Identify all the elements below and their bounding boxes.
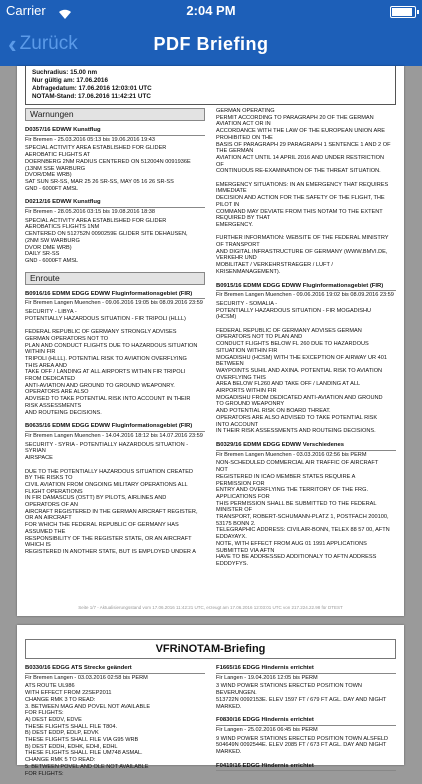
notam-validity: Fir Langen - 19.04.2016 12:05 bis PERM: [216, 674, 318, 681]
search-radius: Suchradius: 15.00 nm: [32, 69, 98, 76]
notam-text-line: AIRCRAFT REGISTERED IN THE GERMAN AIRCRAFT REGISTER,: [25, 508, 198, 515]
notam-text-line: FEDERAL REPUBLIC OF GERMANY ADVISES GERMAN: [216, 327, 362, 334]
notam-text-line: FOR FLIGHTS:: [25, 770, 64, 777]
notam-text-line: ATS ROUTE UL986: [25, 683, 75, 690]
battery-icon: [390, 6, 416, 18]
notam-text-line: DVOR/DME WRB): [25, 172, 72, 179]
notam-text-line: NOTE, WITH EFFECT FROM AUG 01 1991 APPLICATIONS: [216, 540, 367, 547]
notam-text-line: (HCSM): [216, 314, 237, 321]
notam-text-line: AIRSPACE: [25, 455, 53, 462]
notam-text-line: ENTRY AND OVERFLYING THE TERRITORY OF THE FRG.: [216, 487, 368, 494]
notam-text-line: THESE FLIGHTS SHALL FILE VIA G95 WRB: [25, 737, 139, 744]
notam-text-line: 513722N 0092153E. ELEV 1597 FT / 679 FT AGL. DAY AND NIGHT: [216, 696, 387, 703]
notam-text-line: INTO ACCOUNT: [216, 421, 259, 428]
notam-title: B0635/16 EDMM EDGG EDWW Fluginformationsgebiet (FIR): [25, 423, 205, 432]
notam-text-line: 3 WIND POWER STATIONS ERECTED POSITION TOWN: [216, 683, 362, 690]
notam-validity: Fir Langen - 25.02.2016 06:45 bis PERM: [216, 726, 318, 733]
notam-text-line: TRANSPORT, ROBERT-SCHUMANN-PLATZ 1, POSTFACH 200100,: [216, 514, 389, 521]
notam-text-line: PERMISSION FOR: [216, 480, 265, 487]
notam-text-line: MARKED.: [216, 749, 242, 756]
notam-text-line: EDDAYAYX.: [216, 534, 247, 541]
notam-text-line: CONDUCT FLIGHTS BELOW FL 260 DUE TO HAZARDOUS: [216, 341, 369, 348]
notam-text-line: DUE TO THE POTENTIALLY HAZARDOUS SITUATION CREATED: [25, 468, 194, 475]
notam-text-line: GND - 6000FT AMSL: [25, 257, 79, 264]
notam-text-line: RESPONSIBILITY OF THE REGISTER STATE, OR AN AIRCRAFT: [25, 535, 192, 542]
notam-text-line: REGISTERED IN ICAO MEMBER STATES REQUIRE A: [216, 473, 356, 480]
notam-text-line: PLAN AND CONDUCT FLIGHTS DUE TO HAZARDOUS SITUATION: [25, 342, 198, 349]
notam-text-line: OVERFLYING THIS: [216, 374, 266, 381]
page2-columns: [25, 665, 396, 777]
notam-text-line: ADVISED TO TAKE POTENTIAL RISK INTO ACCOUNT IN THEIR: [25, 396, 191, 403]
notam-text-line: (2NM SW WARBURG: [25, 237, 80, 244]
notam-title: F1665/16 EDGG Hindernis errichtet: [216, 665, 396, 674]
notam-text-line: [216, 175, 396, 182]
notam-entry: [216, 442, 396, 568]
notam-text-line: GND - 6000FT AMSL: [25, 185, 79, 192]
notam-validity: Fir Bremen - 25.03.2016 05:13 bis 19.06.2016 19:43: [25, 136, 155, 143]
notam-text-line: THIS PERMISSION SHALL BE SUBMITTED TO THE FEDERAL: [216, 500, 377, 507]
notam-text-line: OPERATORS OF AN: [25, 502, 78, 509]
notam-text-line: DOERNBERG 2NM RADIUS CENTERED ON 512004N 0091936E: [25, 158, 191, 165]
notam-title: B0330/16 EDGG ATS Strecke geändert: [25, 665, 205, 674]
notam-text-line: OF: [216, 161, 224, 168]
notam-text-line: TAKE OFF / LANDING AT ALL AIRPORTS WITHIN FIR TRIPOLI: [25, 369, 186, 376]
notam-text-line: SPECIAL ACTIVITY AREA ESTABLISHED FOR GLIDER: [25, 145, 167, 152]
query-info-box: [25, 66, 396, 105]
notam-text-line: 504649N 0092544E. ELEV 2085 FT / 673 FT AGL. DAY AND NIGHT: [216, 742, 387, 749]
notam-status: NOTAM-Stand: 17.06.2016 11:42:21 UTC: [32, 93, 151, 100]
chevron-left-icon: ‹: [8, 29, 17, 59]
notam-text-line: EMERGENCY.: [216, 221, 253, 228]
notam-text-line: MOBILITAET / VERKEHRSTRAEGER / LUFT /: [216, 262, 333, 269]
notam-text-line: WAYPOINTS SUHIL AND AXINA. POTENTIAL RISK TO AVIATION: [216, 367, 383, 374]
status-bar: [0, 0, 422, 22]
notam-validity: Fir Bremen Langen Muenchen - 09.06.2016 19:02 bis 08.09.2016 23:59: [216, 292, 394, 299]
notam-text-line: KRISENMANAGEMENT).: [216, 268, 281, 275]
notam-text-line: AREA BELOW FL260 AND TAKE OFF / LANDING AT ALL: [216, 381, 361, 388]
notam-title: D0212/16 EDWW Kunstflug: [25, 199, 205, 208]
notam-text-line: SITUATION WITHIN FIR: [216, 347, 278, 354]
right-column: [216, 108, 396, 575]
notam-text-line: SUBMITTED VIA AFTN: [216, 547, 275, 554]
notam-text-line: EDDDYFYS.: [216, 560, 249, 567]
right-entries: [216, 283, 396, 568]
notam-text-line: EMERGENCY SITUATIONS: IN AN EMERGENCY THAT REQUIRES: [216, 181, 389, 188]
notam-text-line: PROHIBITED ON THE: [216, 134, 273, 141]
section-header-warnungen: Warnungen: [25, 108, 205, 121]
notam-text-line: FOR WHICH THE FEDERAL REPUBLIC OF GERMANY HAS: [25, 522, 179, 529]
notam-title: B0329/16 EDMM EDGG EDWW Verschiedenes: [216, 442, 396, 451]
notam-text-line: DAILY SR-SS: [25, 251, 60, 258]
notam-text-line: CONTINUOUS RE-EXAMINATION OF THE THREAT SITUATION.: [216, 168, 381, 175]
notam-text-line: MARKED.: [216, 703, 242, 710]
notam-text-line: NOT: [216, 467, 228, 474]
notam-title: F0830/16 EDGG Hindernis errichtet: [216, 717, 396, 726]
notam-text-line: MINISTER OF: [216, 507, 253, 514]
notam-text-line: ACCORDANCE WITH THE LAW OF THE EUROPEAN UNION ARE: [216, 128, 385, 135]
page-footer: Seite 1/7 - Aktualisierungsstand vom 17.06.2016 11:42:21 UTC, erzeugt am 17.06.2016 12:03:01 UTC von 217.224.22.98 für DTEST: [78, 605, 343, 610]
notam-text-line: HAVE TO BE ADDRESSED ADDITIONALY TO AFTN ADDRESS: [216, 554, 377, 561]
enroute-entries: [25, 291, 205, 556]
notam-text-line: B) DEST EDDP, EDLP, EDVK: [25, 730, 99, 737]
notam-text-line: THIS AREA AND: [25, 362, 67, 369]
notam-text-line: AVIATION ACT UNTIL 14 APRIL 2016 AND UNDER RESTRICTION: [216, 154, 385, 161]
notam-validity: Fir Bremen Langen Muenchen - 03.03.2016 02:56 bis PERM: [216, 451, 367, 458]
notam-text-line: OR AN AIRCRAFT: [25, 515, 72, 522]
notam-text-line: COMMAND MAY DEVIATE FROM THIS NOTAM TO THE EXTENT: [216, 208, 383, 215]
notam-text-line: PILOT IN: [216, 201, 240, 208]
notam-text-line: SPECIAL ACTIVITY AREA ESTABLISHED FOR GLIDER: [25, 217, 167, 224]
notam-text-line: REGISTERED IN ANOTHER STATE, BUT IS EMPLOYED UNDER A: [25, 548, 196, 555]
notam-entry: [25, 423, 205, 555]
notam-text-line: FOR FLIGHTS:: [25, 710, 64, 717]
notam-entry: [25, 291, 205, 417]
valid-date: Nur gültig am: 17.06.2016: [32, 77, 108, 84]
notam-text-line: WITH EFFECT FROM 22SEP2011: [25, 690, 112, 697]
notam-text-line: AEROBATICS FLIGHTS 1NM: [25, 224, 100, 231]
notam-validity: Fir Bremen Langen Muenchen - 14.04.2016 18:12 bis 14.07.2016 23:59: [25, 433, 203, 439]
notam-text-line: THESE FLIGHTS SHALL FILE T804.: [25, 723, 118, 730]
notam-entry: [25, 127, 205, 192]
notam-text-line: BEVERUNGEN.: [216, 690, 257, 697]
pdf-viewer[interactable]: [0, 66, 422, 777]
notam-text-line: A) DEST EDDV, EDVE: [25, 716, 82, 723]
notam-text-line: FEDERAL REPUBLIC OF GERMANY STRONGLY ADVISES: [25, 329, 177, 336]
notam-text-line: VERKEHR UND: [216, 255, 257, 262]
briefing-title: VFRiNOTAM-Briefing: [25, 639, 396, 659]
notam-text-line: TELEGRAPHIC ADDRESS: CIVILAIR-BONN, TELEX 88 57 00, AFTN: [216, 527, 390, 534]
notam-text-line: NON-SCHEDULED COMMERCIAL AIR TRAFFIC OF AIRCRAFT: [216, 460, 379, 467]
notam-text-line: (13NM SSE WARBURG: [25, 165, 86, 172]
notam-text-line: DVOR DME WRB): [25, 244, 72, 251]
notam-text-line: POTENTIALLY HAZARDOUS SITUATION - FIR TRIPOLI (HLLL): [25, 315, 186, 322]
notam-text-line: WITHIN FIR: [25, 349, 56, 356]
notam-text-line: 3. BETWEEN MAG AND POVEL NOT AVAILABLE: [25, 703, 151, 710]
notam-text-line: CIVIL AVIATION FROM ONGOING MILITARY OPERATIONS ALL: [25, 481, 188, 488]
notam-text-line: OPERATORS ARE ALSO ADVISED TO TAKE POTENTIAL RISK: [216, 414, 378, 421]
notam-validity: Fir Bremen Langen Muenchen - 09.06.2016 19:05 bis 08.09.2016 23:59: [25, 300, 203, 307]
notam-text-line: MOGADISHU (HCSM) WITH THE EXCEPTION OF AIRWAY UR 401: [216, 354, 387, 361]
notam-text-line: CHANGE RMK 3 TO READ:: [25, 696, 96, 703]
notam-text-line: PERMIT ACCORDING TO PARAGRAPH 20 OF THE GERMAN: [216, 114, 374, 121]
notam-text-line: BETWEEN: [216, 361, 244, 368]
notam-text-line: IN THEIR RISK ASSESSMENTS AND ROUTEING DECISIONS.: [216, 428, 376, 435]
back-button-label: Zurück: [19, 33, 78, 54]
notam-text-line: OPERATORS ARE ALSO: [25, 389, 89, 396]
page2-right-column: [216, 665, 396, 778]
notam-text-line: SECURITY - LIBYA -: [25, 309, 77, 316]
notam-text-line: BASIS OF PARAGRAPH 29 PARAGRAPH 1 SENTENCE 1 AND 2 OF: [216, 141, 391, 148]
notam-text-line: FURTHER INFORMATION: WEBSITE OF THE FEDERAL MINISTRY: [216, 235, 389, 242]
notam-validity: Fir Bremen Langen - 03.03.2016 02:58 bis PERM: [25, 674, 148, 681]
notam-text-line: RISK ASSESSMENTS: [25, 402, 82, 409]
notam-text-line: REQUIRED BY THAT: [216, 215, 271, 222]
notam-text-line: [216, 321, 396, 328]
query-date: Abfragedatum: 17.06.2016 12:03:01 UTC: [32, 85, 152, 92]
notam-entry: [25, 199, 205, 264]
navigation-bar: [0, 22, 422, 66]
warning-entries: [25, 127, 205, 265]
notam-text-line: [25, 322, 205, 329]
notam-text-line: SECURITY - SYRIA - POTENTIALLY HAZARDOUS SITUATION -: [25, 441, 189, 448]
page-title: PDF Briefing: [153, 34, 269, 54]
status-time: 2:04 PM: [186, 3, 236, 18]
notam-text-line: FROM DEDICATED: [25, 376, 75, 383]
notam-text-line: DECISION AND ACTION FOR THE SAFETY OF THE FLIGHT, THE: [216, 195, 385, 202]
notam-text-line: APPLICATIONS FOR: [216, 493, 270, 500]
notam-text-line: AND ROUTEING DECISIONS.: [25, 409, 102, 416]
notam-text-line: B) DEST EDDH, EDHK, EDHI, EDHL: [25, 743, 118, 750]
notam-text-line: ANTI-AVIATION AND GROUND TO GROUND WEAPONRY.: [25, 382, 175, 389]
notam-text-line: AEROBATIC FLIGHTS AT: [25, 152, 91, 159]
notam-entry: [216, 763, 396, 772]
notam-title: D0357/16 EDWW Kunstflug: [25, 127, 205, 136]
notam-text-line: SECURITY - SOMALIA -: [216, 300, 278, 307]
notam-entry: [216, 717, 396, 756]
page2-left-column: [25, 665, 205, 784]
notam-text-line: MOGADISHU FROM DEDICATED ANTI-AVIATION AND GROUND: [216, 394, 383, 401]
notam-text-line: TRIPOLI (HLLL). POTENTIAL RISK TO AVIATION OVERFLYING: [25, 355, 187, 362]
notam-text-line: TO GROUND WEAPONRY: [216, 401, 285, 408]
notam-text-line: AND DIGITAL INFRASTRUCTURE OF GERMANY (WWW.BMVI.DE,: [216, 248, 388, 255]
notam-text-line: BY THE RISKS TO: [25, 475, 73, 482]
notam-text-line: OF TRANSPORT: [216, 242, 260, 249]
notam-entry: [216, 283, 396, 435]
notam-text-line: AIRPORTS WITHIN FIR: [216, 388, 277, 395]
notam-text-line: THESE FLIGHTS SHALL FILE UM748 ASMAL.: [25, 750, 143, 757]
notam-text-line: GERMAN OPERATORS NOT TO: [25, 335, 109, 342]
notam-text-line: AND POTENTIAL RISK ON BOARD THREAT.: [216, 408, 331, 415]
pdf-page-1: [17, 66, 404, 616]
notam-text-line: WHICH IS: [25, 542, 51, 549]
notam-text-line: IMMEDIATE: [216, 188, 247, 195]
continued-text: [216, 108, 396, 276]
notam-text-line: [216, 229, 396, 236]
notam-text-line: SYRIAN: [25, 448, 46, 455]
notam-title: B0916/16 EDMM EDGG EDWW Fluginformationsgebiet (FIR): [25, 291, 205, 300]
notam-entry: [216, 665, 396, 710]
notam-text-line: CENTERED ON 512752N 0090259E GLIDER SITE DEHAUSEN,: [25, 231, 188, 238]
notam-text-line: IN FIR DAMASCUS (OSTT) BY PILOTS, AIRLINES AND: [25, 495, 167, 502]
carrier-label: Carrier: [6, 3, 46, 18]
notam-title: F0419/16 EDGG Hindernis errichtet: [216, 763, 396, 772]
notam-title: B0915/16 EDMM EDGG EDWW Fluginformationsgebiet (FIR): [216, 283, 396, 292]
section-header-enroute: Enroute: [25, 272, 205, 285]
notam-text-line: FLIGHT OPERATIONS: [25, 488, 83, 495]
notam-text-line: 53175 BONN 2.: [216, 520, 256, 527]
notam-text-line: THE GERMAN: [216, 148, 254, 155]
pdf-page-2: [17, 625, 404, 777]
notam-text-line: POTENTIALLY HAZARDOUS SITUATION - FIR MOGADISHU: [216, 307, 372, 314]
notam-validity: Fir Bremen - 28.05.2016 03:15 bis 19.08.2016 18:38: [25, 209, 155, 216]
notam-text-line: SAT SUN SR-SS, MAR 25 26 SR-SS, MAY 05 16 26 SR-SS: [25, 178, 174, 185]
notam-text-line: CHANGE RMK 5 TO READ:: [25, 757, 96, 764]
notam-text-line: 9 WIND POWER STATIONS ERECTED POSITION TOWN ALSFELD: [216, 735, 389, 742]
notam-entry: [25, 665, 205, 777]
notam-text-line: ASSUMED THE: [25, 528, 66, 535]
notam-text-line: AVIATION ACT OR IN: [216, 121, 271, 128]
notam-text-line: 5. BETWEEN POVEL AND OLE NOT AVAILABLE: [25, 763, 149, 770]
notam-text-line: OPERATORS NOT TO PLAN AND: [216, 334, 303, 341]
notam-text-line: GERMAN OPERATING: [216, 108, 275, 114]
notam-text-line: [25, 462, 205, 469]
left-column: [25, 108, 205, 563]
